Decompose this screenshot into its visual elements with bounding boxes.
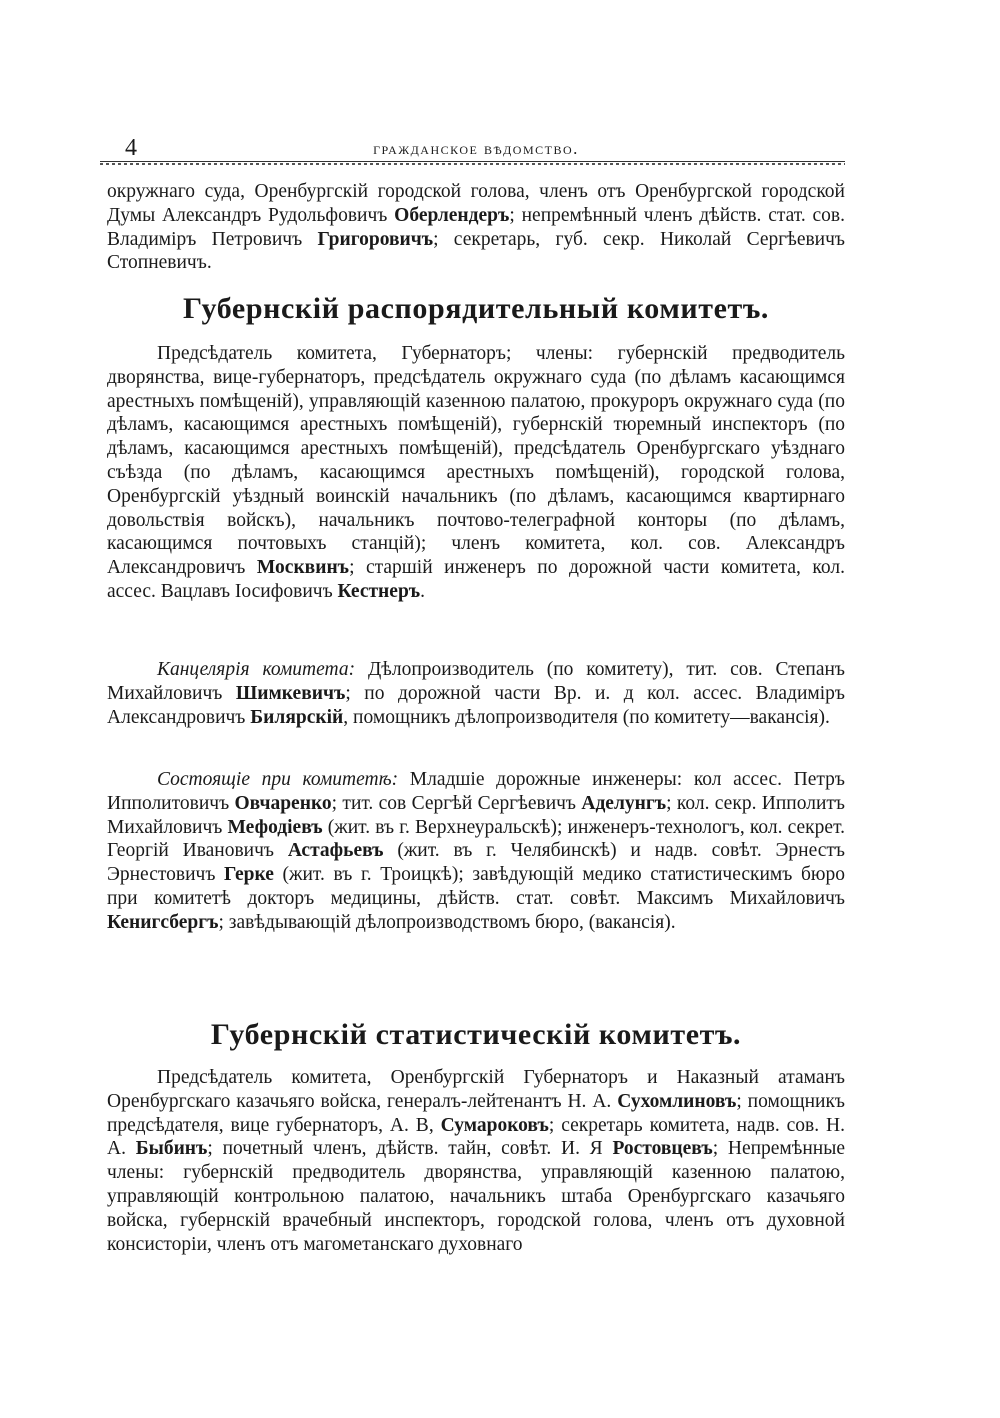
person-name: Кенигсбергъ <box>107 911 219 933</box>
paragraph <box>107 342 845 604</box>
person-name: Шимкевичъ <box>235 682 346 704</box>
text-run: ; почетный членъ, дѣйств. тайн, совѣт. И. Я <box>207 1138 613 1160</box>
text-run: (жит. въ г. Троицкѣ); завѣдующій медико статистическимъ бюро при комитетѣ докторъ медицины, дѣйств. стат. совѣт. Максимъ Михайловичъ <box>107 864 845 909</box>
text-run: ; секретарь, губ. секр. Николай Сергѣевичъ Стопневичъ. <box>107 228 846 274</box>
text-run: окружнаго суда, Оренбургскій городской голова, членъ отъ Оренбургской городской Думы Александръ Рудольфовичъ <box>107 181 845 226</box>
text-run: ; секретарь комитета, надв. сов. Н. А. <box>107 1114 845 1160</box>
page-number: 4 <box>125 135 137 161</box>
person-name: Аделунгъ <box>581 792 667 814</box>
text-run: ; завѣдывающій дѣлопроизводствомъ бюро, (вакансія). <box>218 911 676 933</box>
text-run: ; старшій инженеръ по дорожной части комитета, кол. ассес. Вацлавъ Іосифовичъ <box>107 557 845 602</box>
person-name: Билярскій <box>250 706 344 728</box>
paragraph <box>107 768 845 935</box>
person-name: Сухомлиновъ <box>617 1090 737 1112</box>
paragraph <box>107 658 845 729</box>
italic-lead: Состоящіе при комитетѣ: <box>157 769 399 790</box>
person-name: Григоровичъ <box>317 228 434 250</box>
person-name: Оберлендеръ <box>394 204 510 226</box>
text-run: . <box>420 580 426 602</box>
text-run: , помощникъ дѣлопроизводителя (по комитету—вакансія). <box>343 706 830 728</box>
section-heading: Губернскій статистическій комитетъ. <box>210 1018 742 1051</box>
person-name: Кестнеръ <box>337 580 421 602</box>
text-run: ; Непремѣнные члены: губернскій предводитель дворянства, управляющій казенною палатою, управляющій контрольною палатою, начальникъ штаба Оренбургскаго казачьяго войска, губернскій врачебный инспекторъ, городской голова, членъ отъ духовной консисторіи, членъ отъ магометанскаго духовнаго <box>107 1138 845 1255</box>
intro-paragraph-block <box>107 180 845 275</box>
text-run: Младшіе дорожные инженеры: кол ассес. Петръ Ипполитовичъ <box>107 769 845 814</box>
person-name: Овчаренко <box>234 792 332 814</box>
text-run: Дѣлопроизводитель (по комитету), тит. сов. Степанъ Михайловичъ <box>107 659 846 704</box>
header-rule <box>100 161 845 162</box>
paragraph-block <box>107 658 845 729</box>
paragraph <box>107 1066 845 1256</box>
running-header <box>100 133 852 163</box>
person-name: Москвинъ <box>256 557 350 579</box>
text-run: Предсѣдатель комитета, Губернаторъ; члены: губернскій предводитель дворянства, вице-губернаторъ, предсѣдатель окружнаго суда (по дѣламъ касающимся арестныхъ помѣщеній), управляющій казенною палатою, прокуроръ окружнаго суда (по дѣламъ, касающимся арестныхъ помѣщеній), губернскій тюремный инспекторъ (по дѣламъ, касающимся арестныхъ помѣщеній), предсѣдатель Оренбургскаго уѣзднаго съѣзда (по дѣламъ, касающимся арестныхъ помѣщеній), городской голова, Оренбургскій уѣздный воинскій начальникъ (по дѣламъ, касающимся квартирнаго довольствія войскъ), начальникъ почтово-телеграфной конторы (по дѣламъ, касающимся почтовыхъ станцій); членъ комитета, кол. сов. Александръ Александровичъ <box>107 343 845 579</box>
text-run: ; тит. сов Сергѣй Сергѣевичъ <box>331 792 582 814</box>
section-heading: Губернскій распорядительный комитетъ. <box>182 292 770 325</box>
text-run: (жит. въ г. Челябинскѣ) и надв. совѣт. Эрнестъ Эрнестовичъ <box>107 840 845 886</box>
person-name: Герке <box>224 864 274 886</box>
text-run: ; кол. секр. Ипполитъ Михайловичъ <box>107 792 845 838</box>
text-run: Предсѣдатель комитета, Оренбургскій Губернаторъ и Наказный атаманъ Оренбургскаго казачьяго войска, генералъ-лейтенантъ Н. А. <box>107 1067 845 1112</box>
person-name: Астафьевъ <box>287 840 384 862</box>
text-run: ; непремѣнный членъ дѣйств. стат. сов. Владиміръ Петровичъ <box>107 204 845 250</box>
paragraph-block <box>107 342 845 604</box>
intro-paragraph <box>107 180 845 275</box>
person-name: Сумароковъ <box>440 1114 549 1136</box>
italic-lead: Канцелярія комитета: <box>157 659 356 680</box>
running-title: гражданское вѣдомство. <box>373 139 579 158</box>
person-name: Ростовцевъ <box>612 1138 713 1160</box>
person-name: Быбинъ <box>135 1138 208 1160</box>
paragraph-block <box>107 768 845 935</box>
paragraph-block <box>107 1066 845 1256</box>
text-run: (жит. въ г. Верхнеуральскѣ); инженеръ-технологъ, кол. секрет. Георгій Ивановичъ <box>107 816 845 862</box>
text-run: ; по дорожной части Вр. и. д кол. ассес. Владиміръ Александровичъ <box>107 682 845 728</box>
text-run: ; помощникъ предсѣдателя, вице губернаторъ, А. В, <box>107 1090 846 1136</box>
person-name: Мефодіевъ <box>227 816 323 838</box>
